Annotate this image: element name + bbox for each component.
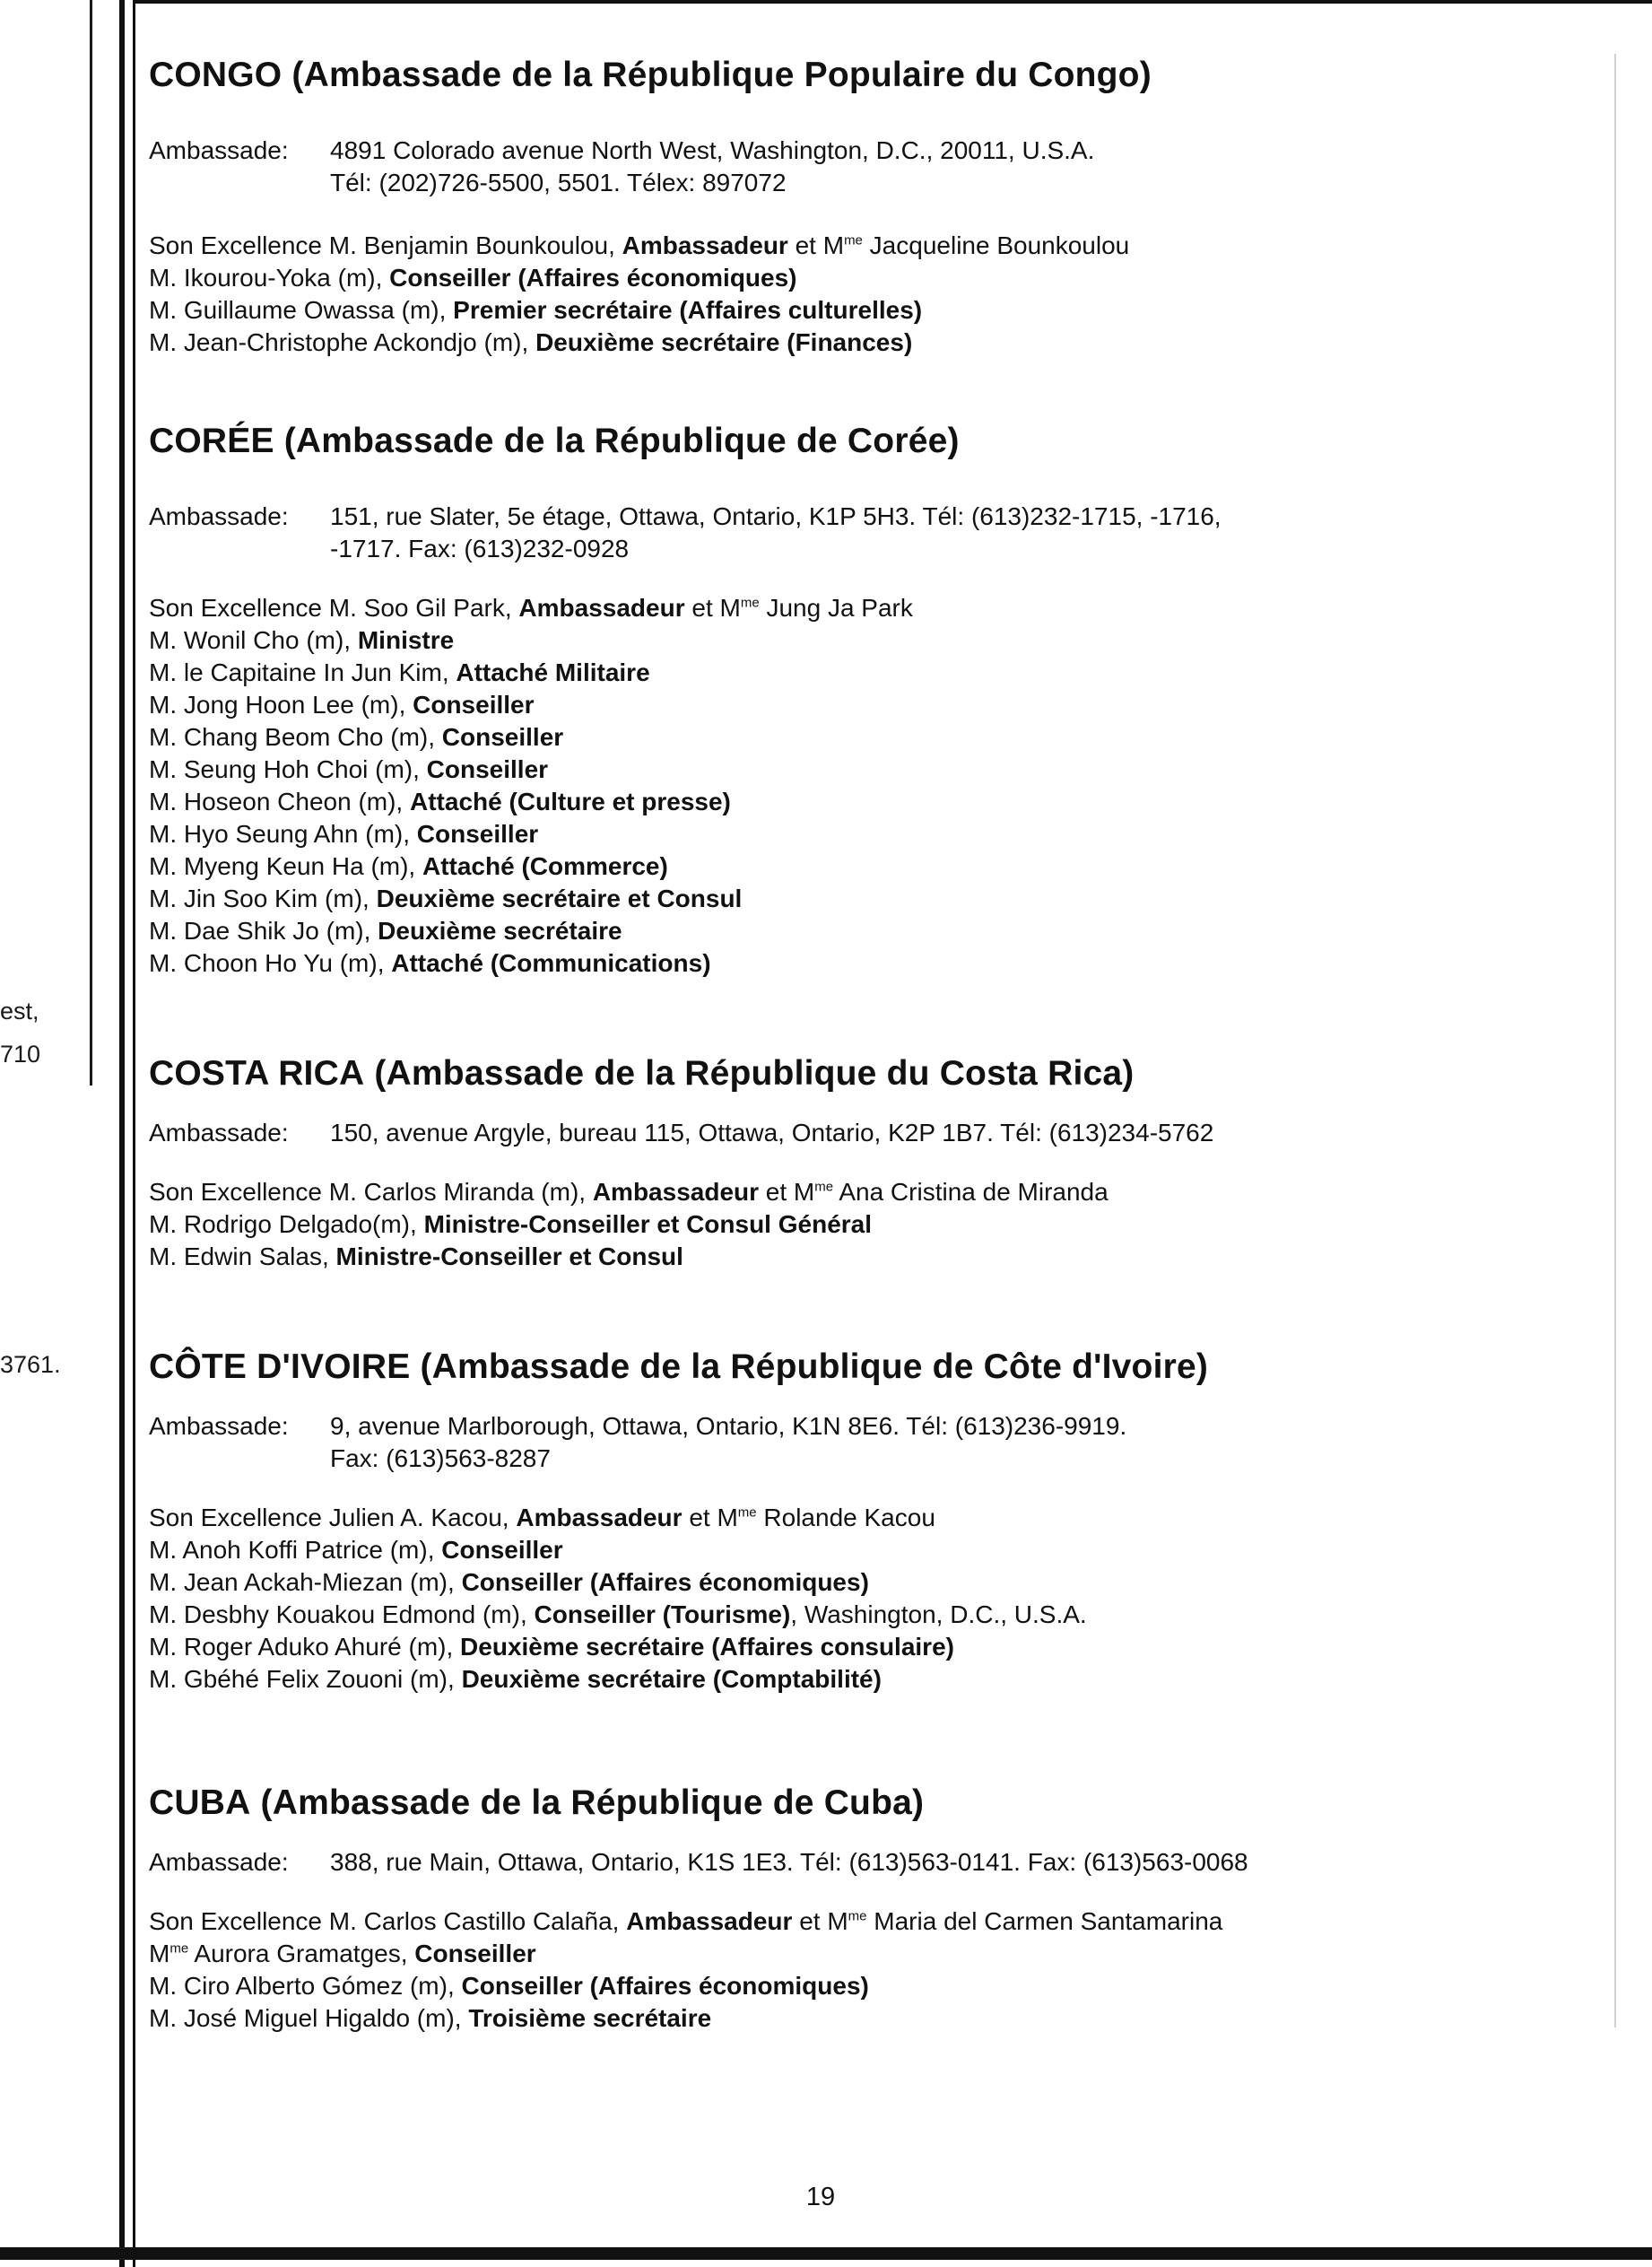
member-list — [149, 230, 1530, 359]
address-label: Ambassade: — [149, 1119, 289, 1147]
address-label: Ambassade: — [149, 1412, 289, 1440]
address-line: Tél: (202)726-5500, 5501. Télex: 897072 — [330, 169, 787, 196]
page-left-border — [133, 0, 135, 2267]
embassy-title: (Ambassade de la République du Costa Rica) — [374, 1054, 1135, 1093]
embassy-title: (Ambassade de la République de Corée) — [283, 422, 960, 460]
member-list — [149, 1502, 1530, 1696]
list-item: Son Excellence M. Benjamin Bounkoulou, Ambassadeur et $M^{me}$ Jacqueline Bounkoulou — [149, 231, 1130, 259]
list-item: M. José Miguel Higaldo (m), Troisième secrétaire — [149, 2004, 712, 2032]
embassy-section-costa-rica — [149, 1054, 1530, 1273]
member-list — [149, 1905, 1530, 2035]
address-line: 388, rue Main, Ottawa, Ontario, K1S 1E3. Tél: (613)563-0141. Fax: (613)563-0068 — [330, 1848, 1248, 1876]
margin-fragment: 710 — [0, 1041, 41, 1068]
list-item: M. Chang Beom Cho (m), Conseiller — [149, 723, 564, 751]
section-heading — [149, 1783, 1530, 1823]
list-item: Son Excellence M. Soo Gil Park, Ambassadeur et $M^{me}$ Jung Ja Park — [149, 594, 913, 622]
address-line: 9, avenue Marlborough, Ottawa, Ontario, K1N 8E6. Tél: (613)236-9919. — [330, 1412, 1127, 1440]
list-item: M. Guillaume Owassa (m), Premier secrétaire (Affaires culturelles) — [149, 296, 923, 324]
list-item: M. Choon Ho Yu (m), Attaché (Communications) — [149, 949, 711, 977]
list-item: M. le Capitaine In Jun Kim, Attaché Militaire — [149, 658, 650, 686]
list-item: M. Jin Soo Kim (m), Deuxième secrétaire et Consul — [149, 885, 743, 912]
list-item: M. Seung Hoh Choi (m), Conseiller — [149, 755, 549, 783]
address-label: Ambassade: — [149, 136, 289, 164]
country-name: CONGO — [149, 56, 283, 94]
section-heading — [149, 56, 1530, 95]
country-name: CUBA — [149, 1783, 251, 1822]
address-label: Ambassade: — [149, 502, 289, 530]
list-item: Son Excellence M. Carlos Castillo Calaña, Ambassadeur et $M^{me}$ Maria del Carmen Santamarina — [149, 1907, 1223, 1935]
country-name: COSTA RICA — [149, 1054, 365, 1093]
embassy-title: (Ambassade de la République de Côte d'Ivoire) — [420, 1347, 1209, 1386]
section-heading — [149, 422, 1530, 461]
scan-edge-shadow — [1614, 54, 1616, 2027]
embassy-section-coree — [149, 422, 1530, 980]
address-line: 4891 Colorado avenue North West, Washington, D.C., 20011, U.S.A. — [330, 136, 1095, 164]
list-item: M. Roger Aduko Ahuré (m), Deuxième secrétaire (Affaires consulaire) — [149, 1633, 954, 1661]
member-list — [149, 592, 1530, 980]
list-item: M. Ciro Alberto Gómez (m), Conseiller (Affaires économiques) — [149, 1972, 869, 2000]
address-line: Fax: (613)563-8287 — [330, 1444, 551, 1472]
page-number: 19 — [805, 2183, 836, 2211]
facing-page-strip — [0, 0, 92, 1086]
list-item: Son Excellence Julien A. Kacou, Ambassadeur et $M^{me}$ Rolande Kacou — [149, 1504, 935, 1531]
address-label: Ambassade: — [149, 1848, 289, 1876]
address-block — [149, 135, 1530, 199]
list-item: M. Dae Shik Jo (m), Deuxième secrétaire — [149, 917, 622, 945]
address-line: 151, rue Slater, 5e étage, Ottawa, Ontario, K1P 5H3. Tél: (613)232-1715, -1716, — [330, 502, 1222, 530]
country-name: CORÉE — [149, 422, 274, 460]
address-line: 150, avenue Argyle, bureau 115, Ottawa, Ontario, K2P 1B7. Tél: (613)234-5762 — [330, 1119, 1214, 1147]
list-item: M. Rodrigo Delgado(m), Ministre-Conseiller et Consul Général — [149, 1210, 873, 1238]
section-heading — [149, 1054, 1530, 1094]
member-list — [149, 1176, 1530, 1273]
list-item: Son Excellence M. Carlos Miranda (m), Ambassadeur et $M^{me}$ Ana Cristina de Miranda — [149, 1178, 1109, 1206]
address-block — [149, 1846, 1530, 1879]
list-item: M. Ikourou-Yoka (m), Conseiller (Affaires économiques) — [149, 264, 797, 292]
address-block — [149, 1410, 1530, 1475]
list-item: M. Anoh Koffi Patrice (m), Conseiller — [149, 1536, 563, 1564]
margin-fragment: est, — [0, 998, 39, 1025]
list-item: M. Jong Hoon Lee (m), Conseiller — [149, 691, 535, 719]
embassy-section-congo — [149, 56, 1530, 359]
list-item: M. Edwin Salas, Ministre-Conseiller et Consul — [149, 1242, 683, 1270]
section-heading — [149, 1347, 1530, 1387]
embassy-title: (Ambassade de la République de Cuba) — [260, 1783, 925, 1822]
embassy-section-cuba — [149, 1783, 1530, 2035]
list-item: M. Desbhy Kouakou Edmond (m), Conseiller (Tourisme), Washington, D.C., U.S.A. — [149, 1600, 1087, 1628]
country-name: CÔTE D'IVOIRE — [149, 1347, 411, 1386]
list-item: $M^{me}$ Aurora Gramatges, Conseiller — [149, 1940, 536, 1967]
address-block — [149, 501, 1530, 565]
binding-edge-line — [119, 0, 125, 2267]
list-item: M. Jean-Christophe Ackondjo (m), Deuxième secrétaire (Finances) — [149, 328, 913, 356]
list-item: M. Gbéhé Felix Zouoni (m), Deuxième secrétaire (Comptabilité) — [149, 1665, 882, 1693]
list-item: M. Jean Ackah-Miezan (m), Conseiller (Affaires économiques) — [149, 1568, 869, 1596]
embassy-section-cote-divoire — [149, 1347, 1530, 1696]
list-item: M. Hoseon Cheon (m), Attaché (Culture et presse) — [149, 788, 731, 815]
embassy-title: (Ambassade de la République Populaire du Congo) — [291, 56, 1152, 94]
address-line: -1717. Fax: (613)232-0928 — [330, 535, 630, 562]
margin-fragment: 3761. — [0, 1351, 61, 1378]
list-item: M. Wonil Cho (m), Ministre — [149, 626, 455, 654]
address-block — [149, 1117, 1530, 1149]
page-bottom-border — [0, 2247, 1652, 2260]
page-top-border — [133, 0, 1652, 4]
list-item: M. Hyo Seung Ahn (m), Conseiller — [149, 820, 539, 848]
list-item: M. Myeng Keun Ha (m), Attaché (Commerce) — [149, 852, 668, 880]
